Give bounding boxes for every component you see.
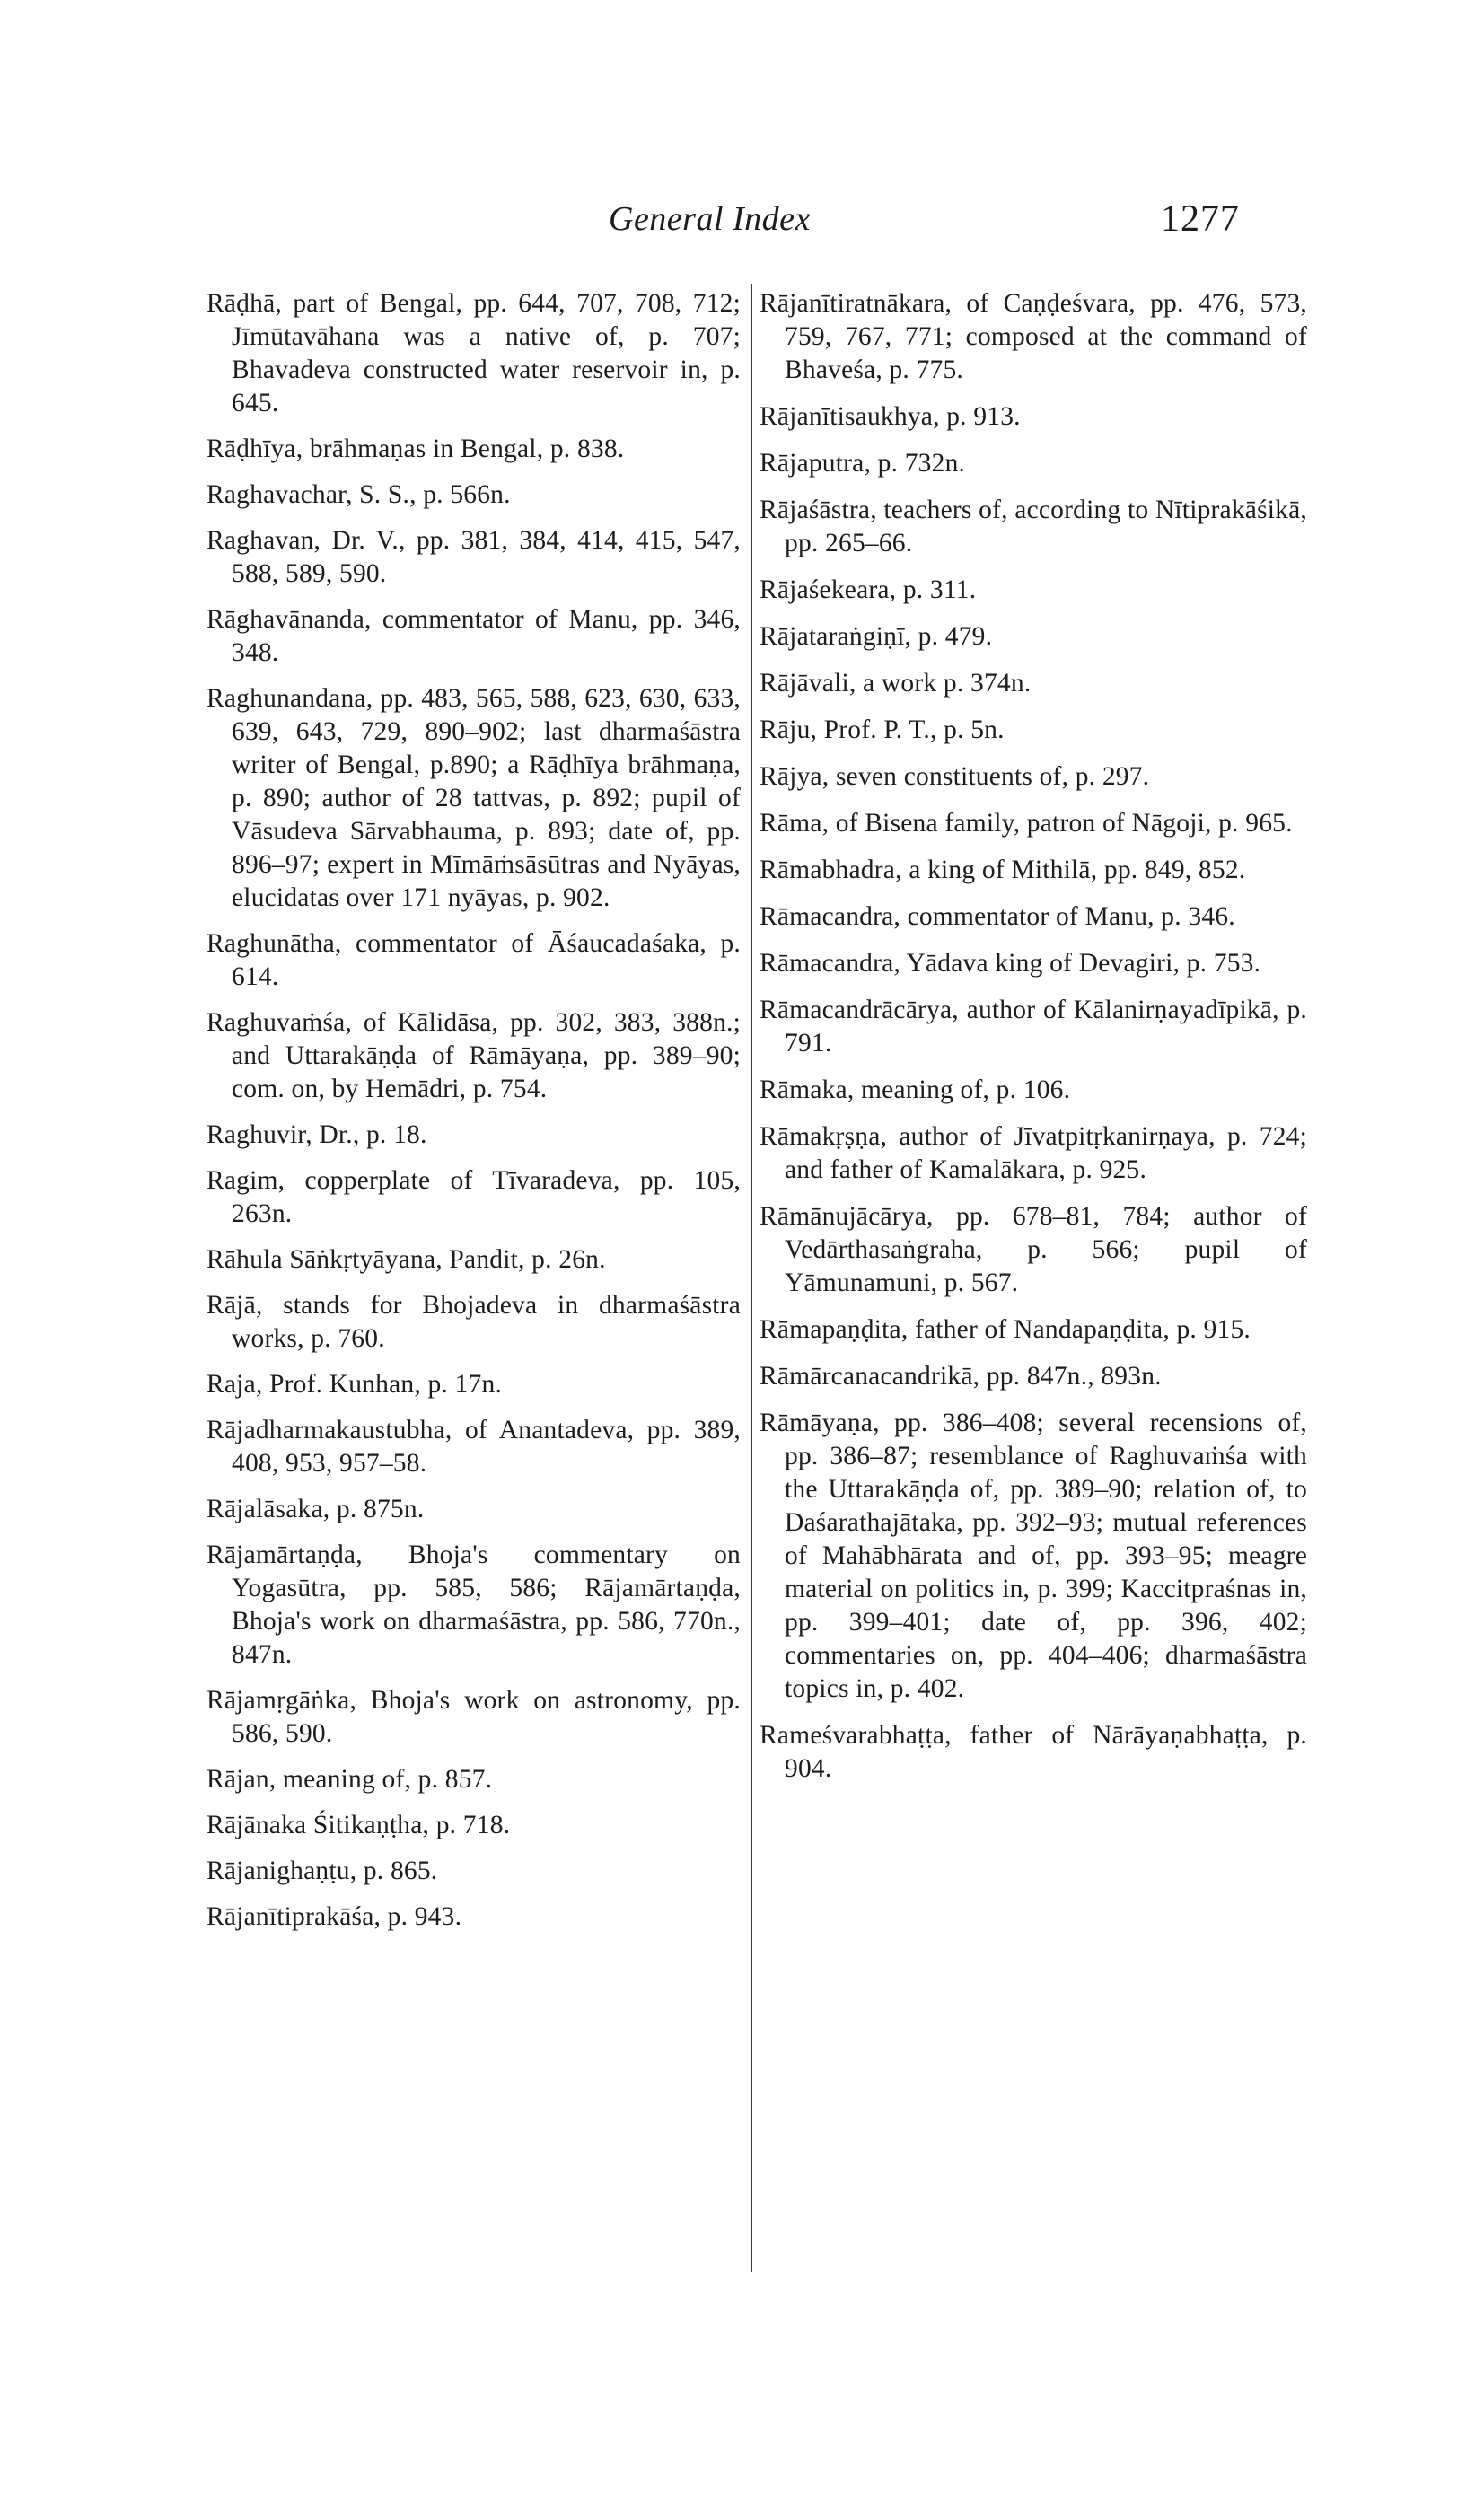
index-entry: Rāmaka, meaning of, p. 106. bbox=[760, 1075, 1071, 1104]
index-entry: Rāmapaṇḍita, father of Nandapaṇḍita, p. 915. bbox=[760, 1315, 1251, 1344]
index-entry: Rājanītiratnākara, of Caṇḍeśvara, pp. 476, 573, 759, 767, 771; composed at the command of Bhaveśa, p. 775. bbox=[760, 289, 1307, 384]
index-entry: Raghavan, Dr. V., pp. 381, 384, 414, 415, 547, 588, 589, 590. bbox=[206, 526, 741, 588]
index-entry: Rājā, stands for Bhojadeva in dharmaśāstra works, p. 760. bbox=[206, 1291, 741, 1353]
index-entry: Raja, Prof. Kunhan, p. 17n. bbox=[206, 1370, 503, 1399]
index-entry: Rājan, meaning of, p. 857. bbox=[206, 1765, 493, 1794]
index-entry: Rājanītiprakāśa, p. 943. bbox=[206, 1902, 462, 1931]
page-number: 1277 bbox=[1161, 198, 1240, 240]
index-entry: Rāmabhadra, a king of Mithilā, pp. 849, 852. bbox=[760, 856, 1246, 884]
index-entry: Rāmārcanacandrikā, pp. 847n., 893n. bbox=[760, 1362, 1162, 1391]
index-entry: Rāmāyaṇa, pp. 386–408; several recensions of, pp. 386–87; resemblance of Raghuvaṁśa with the Uttarakāṇḍa of, pp. 389–90; relation of, to Daśarathajātaka, pp. 392–93; mutual references of Mahābhārata and of, pp. 393–95; meagre material on politics in, p. 399; Kaccitpraśnas in, pp. 399–401; date of, pp. 396, 402; commentaries on, pp. 404–406; dharmaśāstra topics in, p. 402. bbox=[760, 1409, 1307, 1703]
left-index-column bbox=[206, 287, 741, 1946]
index-entry: Rāmakṛṣṇa, author of Jīvatpitṛkanirṇaya, p. 724; and father of Kamalākara, p. 925. bbox=[760, 1122, 1307, 1184]
index-entry: Rāmacandra, commentator of Manu, p. 346. bbox=[760, 902, 1235, 931]
index-entry: Rājaśekeara, p. 311. bbox=[760, 575, 977, 604]
index-entry: Rāḍhīya, brāhmaṇas in Bengal, p. 838. bbox=[206, 435, 625, 463]
index-entry: Rājalāsaka, p. 875n. bbox=[206, 1495, 425, 1523]
index-entry: Rāmānujācārya, pp. 678–81, 784; author of Vedārthasaṅgraha, p. 566; pupil of Yāmunamuni, p. 567. bbox=[760, 1202, 1307, 1297]
index-entry: Rājya, seven constituents of, p. 297. bbox=[760, 762, 1150, 791]
index-entry: Raghuvir, Dr., p. 18. bbox=[206, 1120, 427, 1149]
index-entry: Rameśvarabhaṭṭa, father of Nārāyaṇabhaṭṭa, p. 904. bbox=[760, 1721, 1307, 1783]
index-entry: Rājanītisaukhya, p. 913. bbox=[760, 402, 1021, 431]
index-entry: Rājaputra, p. 732n. bbox=[760, 449, 966, 478]
index-entry: Rāju, Prof. P. T., p. 5n. bbox=[760, 715, 1005, 744]
index-entry: Rāma, of Bisena family, patron of Nāgoji, p. 965. bbox=[760, 809, 1293, 838]
right-index-column bbox=[760, 287, 1307, 1799]
index-entry: Raghuvaṁśa, of Kālidāsa, pp. 302, 383, 388n.; and Uttarakāṇḍa of Rāmāyaṇa, pp. 389–90; com. on, by Hemādri, p. 754. bbox=[206, 1008, 741, 1103]
index-entry: Rāḍhā, part of Bengal, pp. 644, 707, 708, 712; Jīmūtavāhana was a native of, p. 707; Bhavadeva constructed water reservoir in, p. 645. bbox=[206, 289, 741, 417]
index-entry: Rāmacandrācārya, author of Kālanirṇayadīpikā, p. 791. bbox=[760, 996, 1307, 1058]
index-entry: Rājāvali, a work p. 374n. bbox=[760, 669, 1032, 698]
index-entry: Ragim, copperplate of Tīvaradeva, pp. 105, 263n. bbox=[206, 1166, 741, 1228]
index-entry: Rājānaka Śitikaṇṭha, p. 718. bbox=[206, 1811, 511, 1839]
index-entry: Rājamārtaṇḍa, Bhoja's commentary on Yogasūtra, pp. 585, 586; Rājamārtaṇḍa, Bhoja's work on dharmaśāstra, pp. 586, 770n., 847n. bbox=[206, 1541, 741, 1669]
index-entry: Rājadharmakaustubha, of Anantadeva, pp. 389, 408, 953, 957–58. bbox=[206, 1416, 741, 1478]
index-entry: Raghunandana, pp. 483, 565, 588, 623, 630, 633, 639, 643, 729, 890–902; last dharmaśāstra writer of Bengal, p.890; a Rāḍhīya brāhmaṇa, p. 890; author of 28 tattvas, p. 892; pupil of Vāsudeva Sārvabhauma, p. 893; date of, pp. 896–97; expert in Mīmāṁsāsūtras and Nyāyas, elucidatas over 171 nyāyas, p. 902. bbox=[206, 684, 741, 912]
page-title: General Index bbox=[609, 200, 811, 238]
index-entry: Rājamṛgāṅka, Bhoja's work on astronomy, pp. 586, 590. bbox=[206, 1686, 741, 1748]
index-entry: Raghavachar, S. S., p. 566n. bbox=[206, 480, 511, 509]
index-entry: Raghunātha, commentator of Āśaucadaśaka, p. 614. bbox=[206, 929, 741, 991]
index-entry: Rājanighaṇṭu, p. 865. bbox=[206, 1857, 438, 1885]
index-entry: Rāmacandra, Yādava king of Devagiri, p. 753. bbox=[760, 949, 1261, 978]
column-divider bbox=[751, 284, 752, 2272]
index-entry: Rājataraṅgiṇī, p. 479. bbox=[760, 622, 993, 651]
index-entry: Rājaśāstra, teachers of, according to Nītiprakāśikā, pp. 265–66. bbox=[760, 496, 1307, 557]
index-entry: Rāghavānanda, commentator of Manu, pp. 346, 348. bbox=[206, 605, 741, 667]
page-header bbox=[0, 199, 1484, 262]
index-entry: Rāhula Sāṅkṛtyāyana, Pandit, p. 26n. bbox=[206, 1245, 606, 1274]
